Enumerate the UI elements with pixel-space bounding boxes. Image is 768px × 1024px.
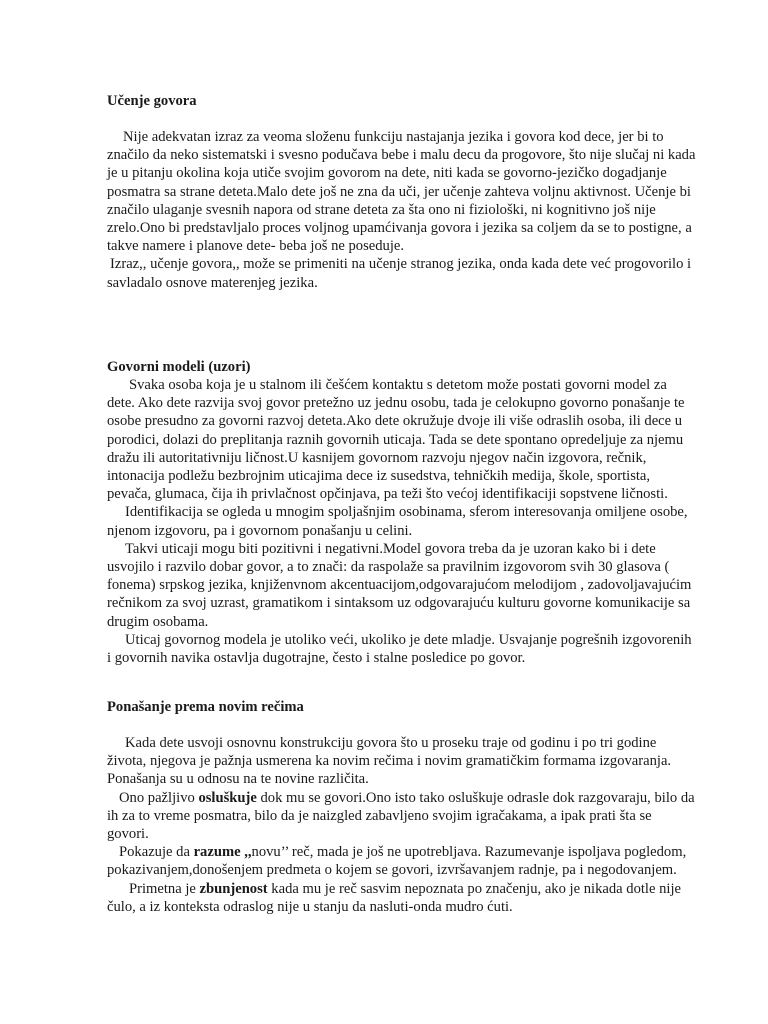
text: novu’’ reč, mada je još ne upotrebljava. Razumevanje ispoljava pogledom, pokazivanjem,donošenjem predmeta o kojem se govori, izvršavanjem radnje, pa i negodovanjem. [107, 844, 687, 879]
text: Primetna je [129, 880, 200, 897]
section-ucenje-govora [107, 92, 697, 292]
text: Ono pažljivo [119, 789, 199, 806]
text: kada mu je reč sasvim nepoznata po značenju, ako je nikada dotle nije čulo, a iz konteksta odraslog nije u stanju da nasluti-onda mudro ćuti. [107, 880, 681, 915]
emphasis: osluškuje [198, 789, 257, 806]
paragraph: Takvi uticaji mogu biti pozitivni i negativni.Model govora treba da je uzoran kako bi i dete usvojilo i razvilo dobar govor, a to znači: da raspolaže sa pravilnim izgovorom svih 30 glasova ( fonema) srpskog jezika, knjiženvnom akcentuacijom,odgovarajućom melodijom , zadovoljavajućim rečnikom za svoj uzrast, gramatikom i sintaksom uz odgovarajuću kulturu govorne komunikacije sa drugim osobama. [107, 540, 692, 630]
paragraph: Uticaj govornog modela je utoliko veći, ukoliko je dete mladje. Usvajanje pogrešnih izgovorenih i govornih navika ostavlja dugotrajne, često i stalne posledice po govor. [107, 631, 692, 667]
section-govorni-modeli [107, 358, 697, 667]
paragraph: Izraz,, učenje govora,, može se primeniti na učenje stranog jezika, onda kada dete već progovorilo i savladalo osnove materenjeg jezika. [107, 256, 692, 291]
text: dok mu se govori.Ono isto tako osluškuje odrasle dok razgovaraju, bilo da ih za to vreme posmatra, bilo da je naizgled zabavljeno svojim igračakama, a ipak prati šta se govori. [107, 789, 695, 843]
section-heading: Učenje govora [107, 93, 197, 109]
paragraph [107, 880, 697, 916]
section-heading: Ponašanje prema novim rečima [107, 699, 304, 715]
section-heading: Govorni modeli (uzori) [107, 359, 251, 375]
paragraph: Svaka osoba koja je u stalnom ili češćem kontaktu s detetom može postati govorni model za dete. Ako dete razvija svoj govor pretežno uz jednu osobu, tada je celokupno govorno ponašanje te osobe presudno za govorni razvoj deteta.Ako dete okružuje dvoje ili više odraslih osoba, ili dece u porodici, dolazi do preplitanja raznih govornih uticaja. Tada se dete spontano opredeljuje za njemu dražu ili autoritativniju ličnost.U kasnijem govornom razvoju njegov način izgovora, rečnik, intonacija podležu bezbrojnim uticajima dece iz susedstva, tehničkih medija, škole, sportista, pevača, glumaca, čija ih privlačnost opčinjava, pa teži što većoj identifikaciji sopstvene ličnosti. [107, 377, 685, 503]
emphasis: razume ,, [193, 844, 252, 861]
text: Pokazuje da [119, 844, 194, 861]
paragraph: Nije adekvatan izraz za veoma složenu funkciju nastajanja jezika i govora kod dece, jer bi to značilo da neko sistematski i svesno podučava bebe i malu decu da progovore, što nije slučaj ni kada je u pitanju okolina koja utiče svojim govorom na dete, niti kada se govorno-jezičko dogadjanje posmatra sa strane deteta.Malo dete još ne zna da uči, jer učenje zahteva voljnu aktivnost. Učenje bi značilo ulaganje svesnih napora od strane deteta za šta ono ni fiziološki, ni kognitivno još nije zrelo.Ono bi predstavljalo proces voljnog upamćivanja govora i jezika sa coljem da se to postigne, a takve namere i planove dete- beba još ne poseduje. [107, 129, 696, 255]
emphasis: zbunjenost [199, 880, 268, 897]
paragraph: Kada dete usvoji osnovnu konstrukciju govora što u proseku traje od godinu i po tri godine života, njegova je pažnja usmerena ka novim rečima i novim gramatičkim formama izgovaranja. Ponašanja su u odnosu na te novine različita. [107, 735, 672, 788]
paragraph: Identifikacija se ogleda u mnogim spoljašnjim osobinama, sferom interesovanja omiljene osobe, njenom izgovoru, pa i govornom ponašanju u celini. [107, 504, 688, 539]
paragraph [107, 843, 697, 879]
paragraph [107, 789, 697, 844]
section-ponasanje-prema-novim-recima [107, 698, 697, 916]
